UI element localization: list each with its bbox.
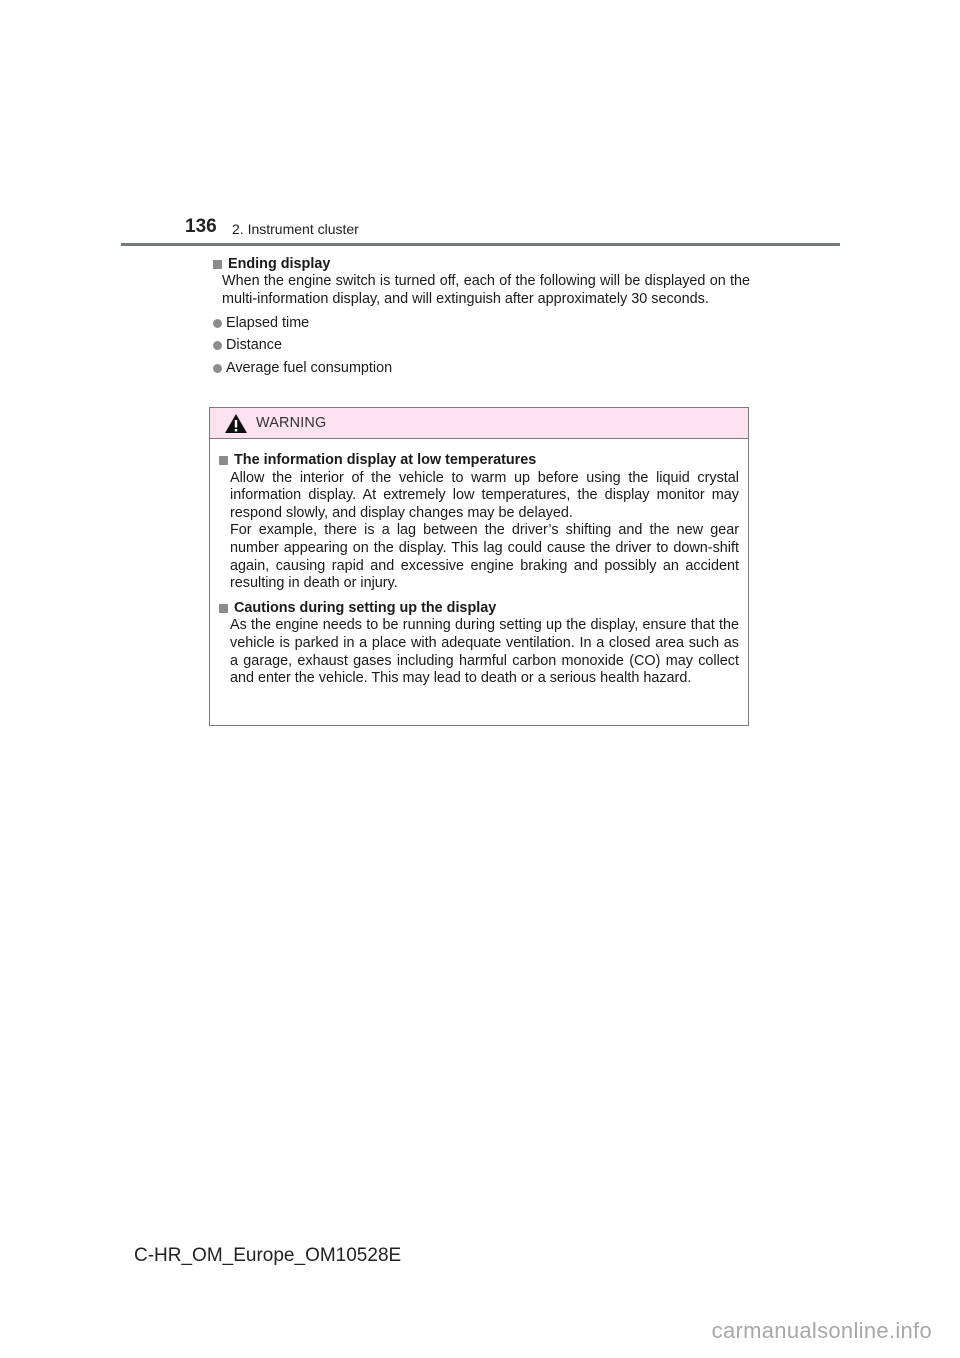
footer-document-id: C-HR_OM_Europe_OM10528E bbox=[134, 1245, 402, 1266]
warning-item-heading: Cautions during setting up the display bbox=[216, 600, 739, 618]
square-bullet-icon bbox=[213, 260, 222, 269]
list-item: Average fuel consumption bbox=[212, 357, 750, 380]
square-bullet-icon bbox=[219, 604, 228, 613]
ending-display-list bbox=[210, 312, 750, 380]
footer-watermark: carmanualsonline.info bbox=[711, 1318, 932, 1343]
ending-display-section bbox=[210, 256, 750, 380]
round-bullet-icon bbox=[213, 319, 222, 328]
list-item: Distance bbox=[212, 335, 750, 358]
warning-body bbox=[210, 439, 748, 688]
warning-box bbox=[209, 407, 749, 726]
round-bullet-icon bbox=[213, 364, 222, 373]
warning-item-heading: The information display at low temperatures bbox=[216, 452, 739, 470]
square-bullet-icon bbox=[219, 456, 228, 465]
warning-paragraph: As the engine needs to be running during setting up the display, ensure that the vehicle is parked in a place with adequate ventilation. In a closed area such as a garage, exhaust gases including harmful carbon monoxide (CO) may collect and enter the vehicle. This may lead to death or a serious health hazard. bbox=[230, 617, 739, 687]
warning-item-setting-up-display bbox=[216, 600, 739, 688]
header-rule bbox=[121, 243, 840, 246]
page-number: 136 bbox=[185, 216, 217, 237]
warning-paragraph: For example, there is a lag between the driver’s shifting and the new gear number appearing on the display. This lag could cause the driver to down-shift again, causing rapid and excessive engine braking and possibly an accident resulting in death or injury. bbox=[230, 522, 739, 592]
warning-header bbox=[210, 408, 748, 439]
round-bullet-icon bbox=[213, 341, 222, 350]
warning-item-low-temperatures bbox=[216, 452, 739, 593]
warning-paragraph: Allow the interior of the vehicle to warm up before using the liquid crystal information display. At extremely low temperatures, the display monitor may respond slowly, and display changes may be delayed. bbox=[230, 469, 739, 521]
warning-title: WARNING bbox=[256, 415, 327, 431]
warning-triangle-icon bbox=[224, 413, 248, 434]
ending-display-heading: Ending display bbox=[210, 256, 750, 273]
list-item: Elapsed time bbox=[212, 312, 750, 335]
section-title: 2. Instrument cluster bbox=[232, 221, 359, 237]
ending-display-text: When the engine switch is turned off, each of the following will be displayed on the multi-information display, and will extinguish after approximately 30 seconds. bbox=[222, 273, 750, 307]
